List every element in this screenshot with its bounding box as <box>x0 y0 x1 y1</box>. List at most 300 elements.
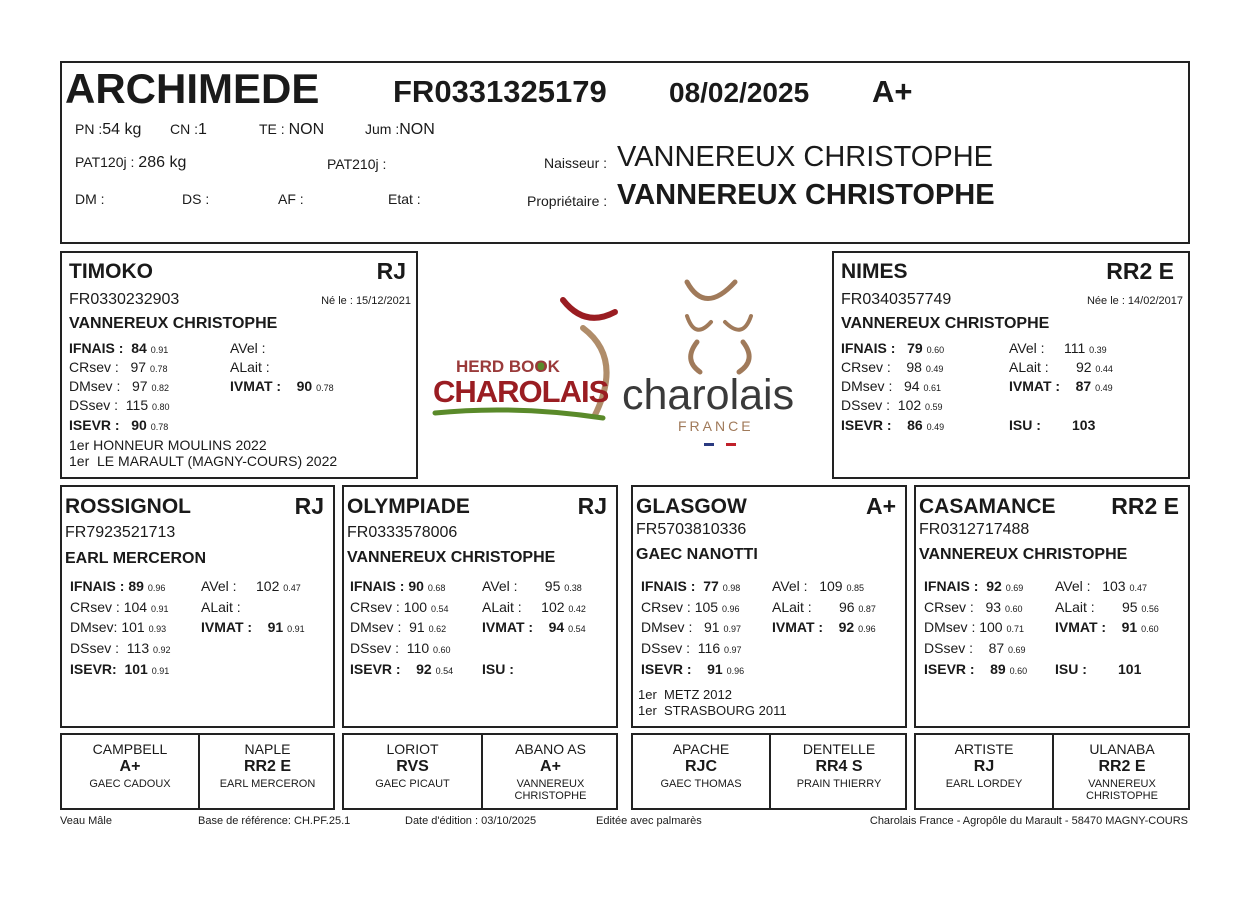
isevr-cd: 0.78 <box>150 422 169 432</box>
ifnais-cd: 0.60 <box>926 345 945 355</box>
green-swoosh-icon <box>435 410 603 418</box>
bull-face-icon <box>691 342 749 372</box>
dssev-label: DSsev : <box>350 640 400 656</box>
alait-cd: 0.44 <box>1095 364 1113 374</box>
etat-label: Etat : <box>388 191 421 207</box>
gp-isevr <box>70 661 169 677</box>
ggp-cell <box>1054 741 1190 802</box>
ivmat-label: IVMAT : <box>201 619 253 635</box>
ifnais-cd: 0.98 <box>722 583 741 593</box>
ifnais-value: 77 <box>703 578 719 594</box>
ivmat-cd: 0.96 <box>858 624 876 634</box>
crsev-value: 98 <box>906 359 922 375</box>
gp-avel <box>772 578 864 594</box>
crsev-cd: 0.96 <box>721 604 740 614</box>
ivmat-cd: 0.60 <box>1141 624 1159 634</box>
ivmat-value: 91 <box>267 619 284 635</box>
dmsev-cd: 0.97 <box>723 624 742 634</box>
gp-dmsev <box>924 619 1024 635</box>
dam-dmsev <box>841 378 941 394</box>
ggp-name: ARTISTE <box>954 741 1014 757</box>
proprietaire-label: Propriétaire : <box>527 193 608 209</box>
pn-label: PN : <box>75 121 103 137</box>
dmsev-cd: 0.93 <box>148 624 167 634</box>
alait-value: 95 <box>1121 599 1138 615</box>
pat120-label: PAT120j : <box>75 154 135 170</box>
gp-id: FR0312717488 <box>919 521 1030 538</box>
ifnais-label: IFNAIS : <box>350 578 405 594</box>
ggp-owner: VANNEREUX CHRISTOPHE <box>1086 778 1158 802</box>
ivmat-value: 94 <box>548 619 565 635</box>
gp-name: CASAMANCE <box>919 495 1056 518</box>
alait-cd: 0.42 <box>568 604 586 614</box>
isevr-cd: 0.60 <box>1009 666 1028 676</box>
jum-value: NON <box>399 121 435 138</box>
crsev-cd: 0.78 <box>149 364 168 374</box>
ggp-owner: EARL MERCERON <box>219 778 316 790</box>
dmsev-value: 97 <box>132 378 148 394</box>
gp-isevr <box>350 661 453 677</box>
gp-award-1: 1er METZ 2012 <box>638 687 732 702</box>
logo-area <box>425 260 830 470</box>
ggp-group-3 <box>631 733 907 810</box>
ggp-grade: A+ <box>540 758 561 775</box>
ggp-name: LORIOT <box>386 741 439 757</box>
isevr-label: ISEVR : <box>924 661 975 677</box>
gp-owner: VANNEREUX CHRISTOPHE <box>919 546 1128 563</box>
dmsev-value: 91 <box>704 619 720 635</box>
ifnais-cd: 0.96 <box>147 583 166 593</box>
avel-value: 111 <box>1064 340 1086 356</box>
herdbook-text: HERD BOOK <box>456 357 560 376</box>
ds-label: DS : <box>182 191 210 207</box>
ggp-owner: GAEC CADOUX <box>89 778 171 790</box>
alait-value: 96 <box>838 599 855 615</box>
animal-name: ARCHIMEDE <box>65 65 320 112</box>
crsev-label: CRsev : <box>70 599 120 615</box>
gp-ifnais <box>70 578 165 594</box>
dam-name: NIMES <box>841 260 908 283</box>
ifnais-label: IFNAIS : <box>70 578 125 594</box>
alait-label: ALait : <box>1055 599 1095 615</box>
dssev-value: 113 <box>126 640 150 656</box>
gp-crsev <box>924 599 1022 615</box>
sire-isevr <box>69 417 168 433</box>
crsev-label: CRsev : <box>350 599 400 615</box>
gp-isu <box>1055 661 1141 677</box>
alait-cd: 0.56 <box>1141 604 1159 614</box>
proprietaire-value: VANNEREUX CHRISTOPHE <box>617 179 995 211</box>
dmsev-value: 101 <box>121 619 145 635</box>
gp-dmsev <box>641 619 741 635</box>
avel-value: 109 <box>819 578 843 594</box>
dam-isu <box>1009 417 1095 433</box>
avel-cd: 0.47 <box>1129 583 1147 593</box>
gp-grade: RJ <box>294 493 324 519</box>
dmsev-label: DMsev : <box>350 619 402 635</box>
dmsev-cd: 0.61 <box>923 383 942 393</box>
gp-crsev <box>641 599 739 615</box>
isevr-label: ISEVR : <box>350 661 401 677</box>
isevr-value: 92 <box>416 661 432 677</box>
dssev-value: 116 <box>697 640 721 656</box>
ggp-cell <box>916 741 1052 790</box>
dm-label: DM : <box>75 191 105 207</box>
isevr-value: 91 <box>707 661 723 677</box>
dam-id: FR0340357749 <box>841 291 952 308</box>
ivmat-value: 90 <box>296 378 313 394</box>
gp-avel <box>482 578 582 594</box>
gp-alait <box>482 599 586 615</box>
te-field <box>259 121 324 139</box>
jum-field <box>365 121 435 139</box>
ggp-owner: VANNEREUX CHRISTOPHE <box>514 778 587 802</box>
alait-value: 102 <box>541 599 565 615</box>
ggp-cell <box>633 741 769 790</box>
charolais-red-text: CHAROLAIS <box>433 374 609 409</box>
footer-palmares: Editée avec palmarès <box>596 815 702 827</box>
dam-ivmat <box>1009 378 1113 394</box>
sire-avel-label: AVel : <box>230 340 266 356</box>
ivmat-label: IVMAT : <box>772 619 824 635</box>
ifnais-label: IFNAIS : <box>69 340 124 356</box>
dssev-label: DSsev : <box>69 397 119 413</box>
dmsev-value: 91 <box>409 619 425 635</box>
gp-id: FR5703810336 <box>636 521 747 538</box>
bull-horns-icon <box>687 282 735 299</box>
dssev-cd: 0.69 <box>1008 645 1026 655</box>
ggp-grade: A+ <box>119 758 141 775</box>
alait-label: ALait : <box>1009 359 1049 375</box>
jum-label: Jum : <box>365 121 400 137</box>
ggp-cell <box>483 741 618 802</box>
gp-name: OLYMPIADE <box>347 495 470 518</box>
gp-ivmat <box>1055 619 1159 635</box>
isevr-label: ISEVR: <box>70 661 117 677</box>
avel-label: AVel : <box>482 578 518 594</box>
gp-ifnais <box>350 578 445 594</box>
pat120-field <box>75 154 186 172</box>
dssev-value: 110 <box>406 640 430 656</box>
ivmat-value: 87 <box>1075 378 1092 394</box>
dmsev-label: DMsev : <box>69 378 121 394</box>
ggp-owner: GAEC THOMAS <box>660 778 742 790</box>
sire-dmsev <box>69 378 169 394</box>
dam-dssev <box>841 397 943 413</box>
naisseur-label: Naisseur : <box>544 155 608 171</box>
gp-dmsev <box>350 619 446 635</box>
sire-ifnais <box>69 340 168 356</box>
ivmat-label: IVMAT : <box>1009 378 1061 394</box>
gp-id: FR0333578006 <box>347 524 458 541</box>
dmsev-label: DMsev : <box>924 619 976 635</box>
animal-date: 08/02/2025 <box>669 77 810 108</box>
gp-grade: A+ <box>865 493 896 519</box>
dmsev-label: DMsev: <box>70 619 118 635</box>
ivmat-cd: 0.54 <box>568 624 586 634</box>
avel-cd: 0.47 <box>283 583 301 593</box>
cn-value: 1 <box>198 121 207 138</box>
ggp-grade: RR2 E <box>243 758 292 775</box>
gp-name: ROSSIGNOL <box>65 495 192 518</box>
gp-owner: VANNEREUX CHRISTOPHE <box>347 549 556 566</box>
ggp-grade: RVS <box>396 758 429 775</box>
ggp-group-1 <box>60 733 335 810</box>
crsev-label: CRsev : <box>924 599 974 615</box>
sire-grade: RJ <box>376 258 406 284</box>
alait-label: ALait : <box>201 599 241 615</box>
af-label: AF : <box>278 191 304 207</box>
ifnais-label: IFNAIS : <box>641 578 696 594</box>
ggp-owner: PRAIN THIERRY <box>796 778 882 790</box>
sire-name: TIMOKO <box>69 260 153 283</box>
crsev-value: 105 <box>694 599 719 615</box>
ggp-cell <box>62 741 198 790</box>
naisseur-value: VANNEREUX CHRISTOPHE <box>617 141 993 173</box>
isevr-cd: 0.54 <box>435 666 454 676</box>
crsev-cd: 0.49 <box>925 364 944 374</box>
dmsev-cd: 0.82 <box>151 383 170 393</box>
ifnais-label: IFNAIS : <box>841 340 896 356</box>
sire-crsev <box>69 359 167 375</box>
isu-label: ISU : <box>1055 661 1087 677</box>
grandparent-box-3 <box>631 485 907 728</box>
ivmat-value: 91 <box>1121 619 1138 635</box>
gp-avel <box>201 578 301 594</box>
avel-value: 103 <box>1102 578 1126 594</box>
charolais-big-text: charolais <box>622 371 795 419</box>
isevr-cd: 0.49 <box>926 422 945 432</box>
gp-grade: RJ <box>577 493 607 519</box>
dmsev-label: DMsev : <box>641 619 693 635</box>
alait-label: ALait : <box>482 599 522 615</box>
avel-cd: 0.39 <box>1089 345 1107 355</box>
ifnais-value: 89 <box>128 578 144 594</box>
avel-cd: 0.85 <box>846 583 864 593</box>
sire-dssev <box>69 397 170 413</box>
ggp-name: DENTELLE <box>802 741 876 757</box>
avel-value: 95 <box>544 578 561 594</box>
ifnais-value: 84 <box>131 340 147 356</box>
crsev-value: 97 <box>130 359 147 375</box>
gp-ivmat <box>482 619 586 635</box>
gp-name: GLASGOW <box>636 495 747 518</box>
dssev-value: 87 <box>988 640 1005 656</box>
ivmat-cd: 0.91 <box>287 624 305 634</box>
dam-crsev <box>841 359 943 375</box>
dam-avel <box>1009 340 1107 356</box>
footer-org: Charolais France - Agropôle du Marault - 58470 MAGNY-COURS <box>869 815 1188 827</box>
animal-grade: A+ <box>872 74 913 109</box>
ggp-group-2 <box>342 733 618 810</box>
ggp-name: NAPLE <box>244 741 291 757</box>
alait-value: 92 <box>1075 359 1092 375</box>
dam-grade: RR2 E <box>1106 258 1174 284</box>
dam-alait <box>1009 359 1113 375</box>
gp-id: FR7923521713 <box>65 524 176 541</box>
gp-award-2: 1er STRASBOURG 2011 <box>638 703 787 718</box>
flag-red-icon <box>726 443 736 446</box>
ivmat-cd: 0.49 <box>1095 383 1113 393</box>
dssev-cd: 0.60 <box>433 645 451 655</box>
isevr-label: ISEVR : <box>641 661 692 677</box>
avel-label: AVel : <box>772 578 808 594</box>
avel-label: AVel : <box>201 578 237 594</box>
ggp-owner: GAEC PICAUT <box>375 778 450 790</box>
gp-dssev <box>70 640 171 656</box>
isu-value: 103 <box>1072 417 1096 433</box>
dssev-cd: 0.92 <box>153 645 171 655</box>
sire-ivmat <box>230 378 334 394</box>
crsev-value: 104 <box>123 599 148 615</box>
alait-cd: 0.87 <box>858 604 876 614</box>
gp-alait <box>201 599 241 615</box>
animal-header-box <box>60 61 1190 244</box>
sire-box <box>60 251 418 479</box>
ivmat-label: IVMAT : <box>482 619 534 635</box>
animal-id: FR0331325179 <box>393 74 607 109</box>
ifnais-cd: 0.68 <box>427 583 446 593</box>
ggp-name: ULANABA <box>1089 741 1155 757</box>
footer-type: Veau Mâle <box>60 815 112 827</box>
sire-born: Né le : 15/12/2021 <box>321 295 411 307</box>
gp-ivmat <box>772 619 876 635</box>
ifnais-cd: 0.69 <box>1005 583 1024 593</box>
dam-born: Née le : 14/02/2017 <box>1086 295 1183 307</box>
ivmat-label: IVMAT : <box>230 378 282 394</box>
gp-dssev <box>350 640 451 656</box>
dam-owner: VANNEREUX CHRISTOPHE <box>841 315 1050 332</box>
dmsev-cd: 0.62 <box>428 624 447 634</box>
ggp-grade: RJ <box>973 758 995 775</box>
sire-award-1: 1er HONNEUR MOULINS 2022 <box>69 437 267 453</box>
isu-label: ISU : <box>1009 417 1041 433</box>
isevr-value: 89 <box>990 661 1006 677</box>
dmsev-value: 100 <box>979 619 1003 635</box>
cn-label: CN : <box>170 121 198 137</box>
gp-alait <box>1055 599 1159 615</box>
te-label: TE : <box>259 121 285 137</box>
gp-dmsev <box>70 619 166 635</box>
ifnais-label: IFNAIS : <box>924 578 979 594</box>
gp-isu <box>482 661 514 677</box>
grandparent-box-4 <box>914 485 1190 728</box>
dssev-cd: 0.80 <box>152 402 170 412</box>
ivmat-value: 92 <box>838 619 855 635</box>
sire-award-2: 1er LE MARAULT (MAGNY-COURS) 2022 <box>69 453 338 469</box>
bull-ears-icon <box>687 316 751 330</box>
isu-value: 101 <box>1118 661 1142 677</box>
crsev-cd: 0.54 <box>430 604 449 614</box>
crsev-label: CRsev : <box>641 599 691 615</box>
dssev-label: DSsev : <box>70 640 120 656</box>
ggp-grade: RJC <box>684 758 717 775</box>
cn-field <box>170 121 207 139</box>
dam-ifnais <box>841 340 944 356</box>
sire-alait-label: ALait : <box>230 359 270 375</box>
gp-dssev <box>641 640 742 656</box>
dssev-value: 115 <box>125 397 149 413</box>
isevr-cd: 0.91 <box>151 666 170 676</box>
ifnais-value: 92 <box>986 578 1002 594</box>
dssev-cd: 0.59 <box>925 402 943 412</box>
gp-ifnais <box>924 578 1023 594</box>
pn-value: 54 kg <box>102 121 142 138</box>
dssev-value: 102 <box>897 397 922 413</box>
horn-red-icon <box>563 300 615 318</box>
isu-label: ISU : <box>482 661 514 677</box>
gp-isevr <box>641 661 744 677</box>
gp-ifnais <box>641 578 740 594</box>
isevr-value: 86 <box>907 417 923 433</box>
gp-ivmat <box>201 619 305 635</box>
isevr-cd: 0.96 <box>726 666 745 676</box>
pat120-value: 286 kg <box>138 154 187 171</box>
ggp-cell <box>771 741 907 790</box>
gp-owner: GAEC NANOTTI <box>636 546 758 563</box>
gp-alait <box>772 599 876 615</box>
ifnais-cd: 0.91 <box>150 345 169 355</box>
dssev-cd: 0.97 <box>724 645 742 655</box>
crsev-label: CRsev : <box>69 359 119 375</box>
grandparent-box-1 <box>60 485 335 728</box>
ivmat-cd: 0.78 <box>316 383 334 393</box>
footer-edition: Date d'édition : 03/10/2025 <box>405 815 537 827</box>
te-value: NON <box>288 121 325 138</box>
sire-id: FR0330232903 <box>69 291 180 308</box>
dssev-label: DSsev : <box>641 640 691 656</box>
isevr-value: 101 <box>124 661 148 677</box>
ggp-owner: EARL LORDEY <box>945 778 1023 790</box>
isevr-label: ISEVR : <box>841 417 892 433</box>
crsev-value: 93 <box>985 599 1002 615</box>
footer-base: Base de référence: CH.PF.25.1 <box>198 815 351 827</box>
gp-dssev <box>924 640 1026 656</box>
flag-blue-icon <box>704 443 714 446</box>
gp-grade: RR2 E <box>1111 493 1179 519</box>
ggp-cell <box>344 741 481 790</box>
grandparent-box-2 <box>342 485 618 728</box>
dam-box <box>832 251 1190 479</box>
alait-label: ALait : <box>772 599 812 615</box>
crsev-label: CRsev : <box>841 359 891 375</box>
pat210-label: PAT210j : <box>327 156 387 172</box>
dam-isevr <box>841 417 944 433</box>
pn-field <box>75 121 141 139</box>
ggp-group-4 <box>914 733 1190 810</box>
ivmat-label: IVMAT : <box>1055 619 1107 635</box>
ggp-name: APACHE <box>672 741 730 757</box>
crsev-cd: 0.60 <box>1004 604 1023 614</box>
avel-label: AVel : <box>1009 340 1045 356</box>
gp-avel <box>1055 578 1147 594</box>
ifnais-value: 79 <box>907 340 923 356</box>
ggp-grade: RR2 E <box>1098 758 1146 775</box>
isevr-label: ISEVR : <box>69 417 120 433</box>
gp-isevr <box>924 661 1027 677</box>
gp-crsev <box>350 599 448 615</box>
avel-cd: 0.38 <box>564 583 582 593</box>
avel-label: AVel : <box>1055 578 1091 594</box>
dssev-label: DSsev : <box>841 397 891 413</box>
dmsev-label: DMsev : <box>841 378 893 394</box>
ggp-cell <box>200 741 335 790</box>
gp-crsev <box>70 599 168 615</box>
crsev-value: 100 <box>403 599 428 615</box>
france-text: FRANCE <box>678 418 754 434</box>
ggp-name: ABANO AS <box>515 741 586 757</box>
ifnais-value: 90 <box>408 578 424 594</box>
